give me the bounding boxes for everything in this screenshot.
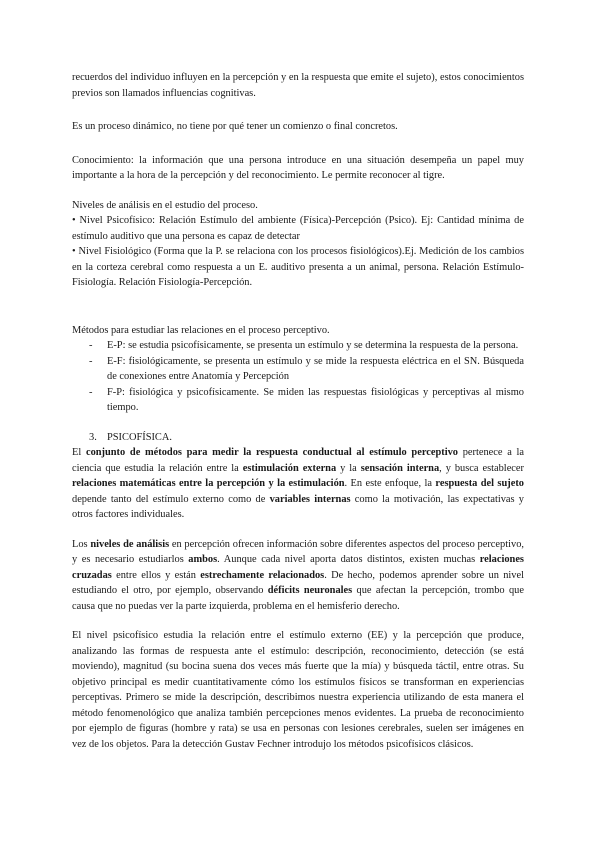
method-item-ep: - E-P: se estudia psicofísicamente, se presenta un estímulo y se determina la respuesta de la persona. bbox=[72, 338, 524, 354]
method-item-fp: - F-P: fisiológica y psicofísicamente. Se miden las respuestas fisiológicas y perceptivas al mismo tiempo. bbox=[72, 385, 524, 416]
paragraph-knowledge: Conocimiento: la información que una persona introduce en una situación desempeña un papel muy importante a la hora de la percepción y del reconocimiento. Le permite reconocer al tigre. bbox=[72, 154, 524, 181]
section-title: PSICOFÍSICA. bbox=[107, 431, 172, 443]
paragraph-cognitive-influences: recuerdos del individuo influyen en la percepción y en la respuesta que emite el sujeto), estos conocimientos previos son llamados influencias cognitivas. bbox=[72, 72, 524, 99]
methods-list bbox=[72, 338, 524, 416]
document-page bbox=[72, 70, 524, 752]
paragraph-levels-of-analysis: Los niveles de análisis en percepción ofrecen información sobre diferentes aspectos del proceso perceptivo, y es necesario estudiarlos ambos. Aunque cada nivel aporta datos distintos, existen muchas relaciones cruzadas entre ellos y están estrechamente relacionados. De hecho, podemos aprender sobre un nivel estudiando el otro, por ejemplo, observando déficits neuronales que afectan la percepción, trombo que causa que no puedas ver la parte izquierda, problema en el hemisferio derecho. bbox=[72, 538, 524, 612]
methods-title: Métodos para estudiar las relaciones en el proceso perceptivo. bbox=[72, 324, 330, 336]
paragraph-dynamic-process: Es un proceso dinámico, no tiene por qué tener un comienzo o final concretos. bbox=[72, 121, 398, 132]
level-item-psychophysical: • Nivel Psicofísico: Relación Estímulo del ambiente (Física)-Percepción (Psico). Ej: Cantidad mínima de estímulo auditivo que una persona es capaz de detectar bbox=[72, 215, 524, 242]
paragraph-psychophysics-definition: El conjunto de métodos para medir la respuesta conductual al estímulo perceptivo pertenece a la ciencia que estudia la relación entre la estimulación externa y la sensación interna, y busca establecer relaciones matemáticas entre la percepción y la estimulación. En este enfoque, la respuesta del sujeto depende tanto del estímulo externo como de variables internas como la motivación, las expectativas y otros factores individuales. bbox=[72, 447, 525, 520]
section-number: 3. bbox=[89, 431, 97, 443]
method-item-ef: - E-F: fisiológicamente, se presenta un estímulo y se mide la respuesta eléctrica en el SN. Búsqueda de conexiones entre Anatomía y Percepción bbox=[72, 354, 524, 385]
paragraph-psychophysical-level: El nivel psicofísico estudia la relación entre el estímulo externo (EE) y la percepción que produce, analizando las formas de respuesta ante el estímulo: descripción, reconocimiento, detección (se está moviendo), magnitud (su bocina suena dos veces más fuerte que la mía) y búsqueda táctil, entre otras. Su objetivo principal es medir cuantitativamente cómo los estímulos físicos se transforman en experiencias perceptivas. Primero se mide la descripción, describimos nuestra experiencia utilizando de esta manera el método fenomenológico que analiza también percepciones menos evidentes. La prueba de reconocimiento por ejemplo de figuras (hombre y rata) se usa en personas con lesiones cerebrales, suelen ser imágenes en vez de los objetos. Para la detección Gustav Fechner introdujo los métodos psicofísicos clásicos. bbox=[72, 630, 524, 750]
section-heading bbox=[72, 430, 524, 446]
level-item-physiological: • Nivel Fisiológico (Forma que la P. se relaciona con los procesos fisiológicos).Ej. Medición de los cambios en la corteza cerebral como respuesta a un E. auditivo presenta a un animal, persona. Relación Estímulo-Fisiología. Relación Fisiología-Percepción. bbox=[72, 246, 524, 288]
levels-title: Niveles de análisis en el estudio del proceso. bbox=[72, 199, 258, 211]
